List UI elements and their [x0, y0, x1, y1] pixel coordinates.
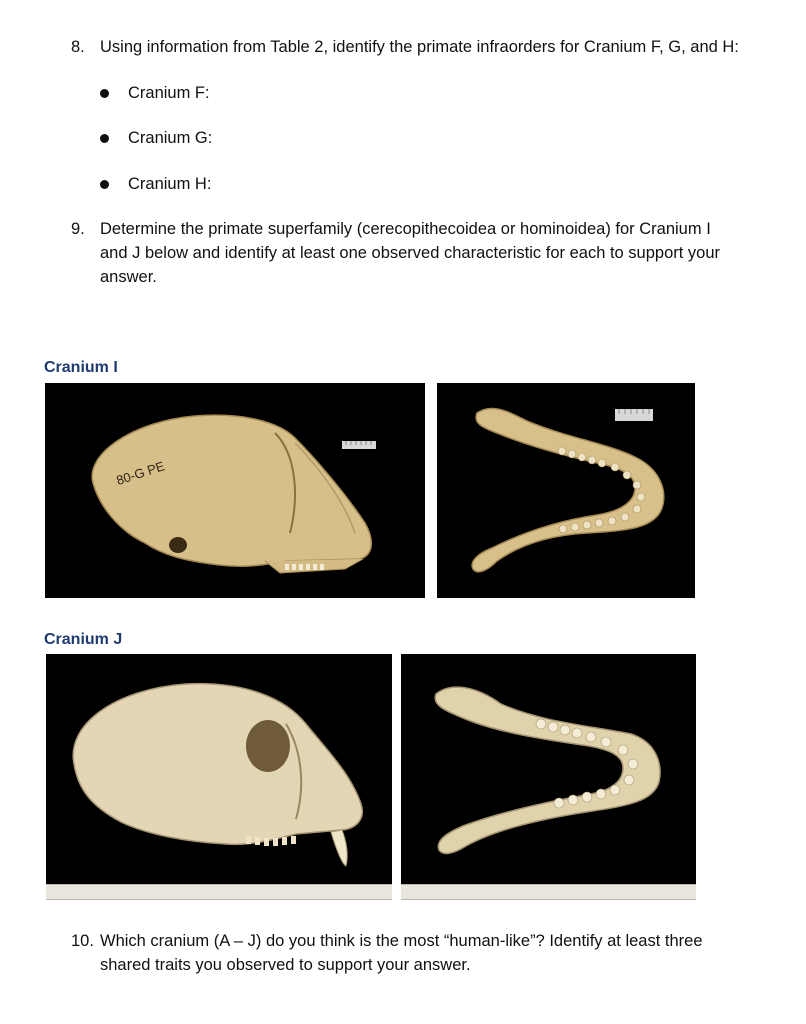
bullet-icon — [100, 134, 109, 143]
ruler-strip — [46, 884, 392, 900]
question-9-line-1: Determine the primate superfamily (cerecopithecoidea or hominoidea) for Cranium I — [100, 220, 711, 238]
question-8-text: Using information from Table 2, identify the primate infraorders for Cranium F, G, and H: — [100, 38, 739, 56]
specimen-label: 80-G PE — [114, 458, 167, 488]
question-8-number: 8. — [71, 38, 85, 56]
question-9-line-2: and J below and identify at least one observed characteristic for each to support your — [100, 244, 721, 262]
cranium-i-mandible-photo — [437, 383, 695, 598]
question-9-number: 9. — [71, 220, 85, 238]
question-10-number: 10. — [71, 932, 94, 950]
ruler-strip — [401, 884, 696, 900]
cranium-j-mandible-photo — [401, 654, 696, 884]
cranium-j-lateral-photo — [46, 654, 392, 884]
cranium-j-heading: Cranium J — [44, 631, 123, 648]
bullet-icon — [100, 89, 109, 98]
question-10-line-1: Which cranium (A – J) do you think is the most “human-like”? Identify at least three — [100, 932, 703, 950]
cranium-i-heading: Cranium I — [44, 359, 118, 376]
list-item-cranium-g: Cranium G: — [128, 129, 213, 147]
list-item-cranium-h: Cranium H: — [128, 175, 212, 193]
cranium-i-lateral-photo — [45, 383, 425, 598]
list-item-cranium-f: Cranium F: — [128, 84, 210, 102]
question-9-line-3: answer. — [100, 268, 157, 286]
bullet-icon — [100, 180, 109, 189]
question-10-line-2: shared traits you observed to support your answer. — [100, 956, 471, 974]
